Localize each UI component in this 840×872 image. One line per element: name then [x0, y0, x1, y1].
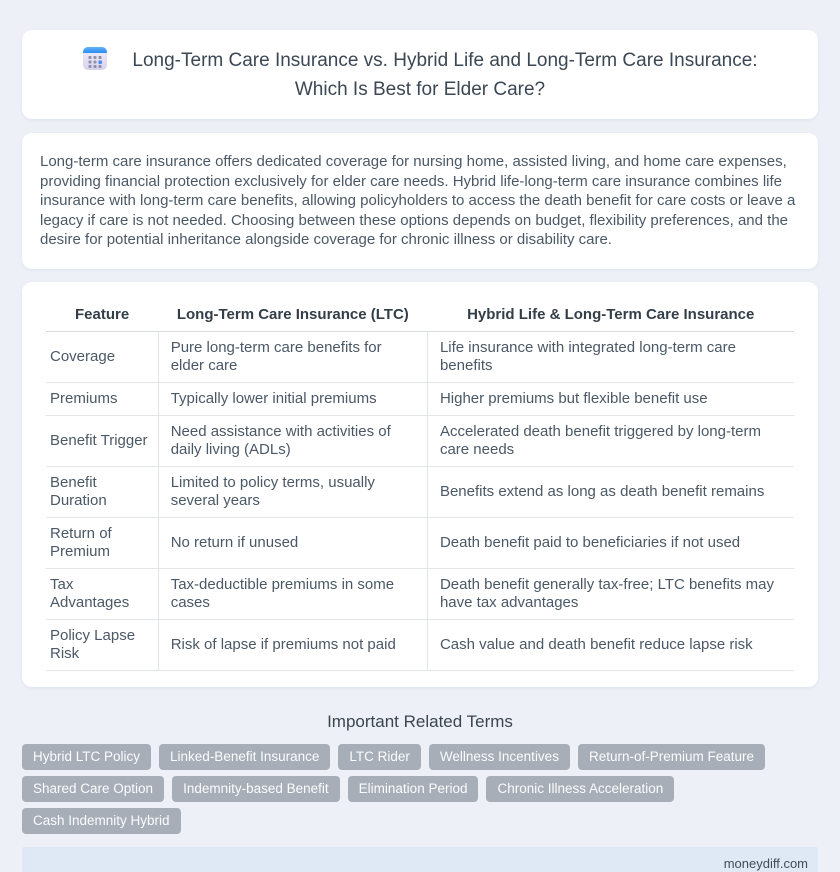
- ltc-cell: Risk of lapse if premiums not paid: [158, 619, 427, 670]
- feature-cell: Premiums: [46, 382, 158, 415]
- related-terms-list: [22, 744, 818, 834]
- table-row: [46, 331, 794, 382]
- table-row: [46, 517, 794, 568]
- feature-cell: Coverage: [46, 331, 158, 382]
- calendar-icon: [82, 45, 108, 71]
- table-row: [46, 466, 794, 517]
- table-header-row: [46, 304, 794, 332]
- column-header-feature: Feature: [46, 304, 158, 332]
- term-tag[interactable]: LTC Rider: [338, 744, 421, 770]
- table-row: [46, 415, 794, 466]
- summary-card: [22, 133, 818, 269]
- hybrid-cell: Cash value and death benefit reduce lapse risk: [427, 619, 794, 670]
- term-tag[interactable]: Hybrid LTC Policy: [22, 744, 151, 770]
- hybrid-cell: Accelerated death benefit triggered by long-term care needs: [427, 415, 794, 466]
- site-name: moneydiff.com: [723, 856, 808, 871]
- table-row: [46, 568, 794, 619]
- hybrid-cell: Death benefit generally tax-free; LTC benefits may have tax advantages: [427, 568, 794, 619]
- ltc-cell: No return if unused: [158, 517, 427, 568]
- related-terms-heading: Important Related Terms: [327, 711, 513, 731]
- title-card: [22, 30, 818, 119]
- footer-bar: [22, 847, 818, 872]
- comparison-table: [46, 304, 794, 671]
- table-row: [46, 382, 794, 415]
- hybrid-cell: Benefits extend as long as death benefit remains: [427, 466, 794, 517]
- feature-cell: Return of Premium: [46, 517, 158, 568]
- column-header-ltc: Long-Term Care Insurance (LTC): [158, 304, 427, 332]
- table-row: [46, 619, 794, 670]
- summary-paragraph: Long-term care insurance offers dedicated coverage for nursing home, assisted living, and home care expenses, providing financial protection exclusively for elder care needs. Hybrid life-long-term care insurance combines life insurance with long-term care benefits, allowing policyholders to access the death benefit for care costs or leave a legacy if care is not needed. Choosing between these options depends on budget, flexibility preferences, and the desire for potential inheritance alongside coverage for chronic illness or disability care.: [40, 153, 796, 248]
- feature-cell: Benefit Trigger: [46, 415, 158, 466]
- page-title: Long-Term Care Insurance vs. Hybrid Life and Long-Term Care Insurance: Which Is Best for Elder Care?: [132, 50, 758, 100]
- term-tag[interactable]: Return-of-Premium Feature: [578, 744, 765, 770]
- feature-cell: Benefit Duration: [46, 466, 158, 517]
- term-tag[interactable]: Wellness Incentives: [429, 744, 570, 770]
- term-tag[interactable]: Linked-Benefit Insurance: [159, 744, 330, 770]
- comparison-table-card: [22, 282, 818, 687]
- hybrid-cell: Life insurance with integrated long-term care benefits: [427, 331, 794, 382]
- feature-cell: Policy Lapse Risk: [46, 619, 158, 670]
- ltc-cell: Limited to policy terms, usually several years: [158, 466, 427, 517]
- term-tag[interactable]: Elimination Period: [348, 776, 479, 802]
- column-header-hybrid: Hybrid Life & Long-Term Care Insurance: [427, 304, 794, 332]
- ltc-cell: Pure long-term care benefits for elder care: [158, 331, 427, 382]
- term-tag[interactable]: Cash Indemnity Hybrid: [22, 808, 181, 834]
- feature-cell: Tax Advantages: [46, 568, 158, 619]
- ltc-cell: Typically lower initial premiums: [158, 382, 427, 415]
- hybrid-cell: Death benefit paid to beneficiaries if not used: [427, 517, 794, 568]
- term-tag[interactable]: Shared Care Option: [22, 776, 164, 802]
- term-tag[interactable]: Indemnity-based Benefit: [172, 776, 340, 802]
- ltc-cell: Tax-deductible premiums in some cases: [158, 568, 427, 619]
- hybrid-cell: Higher premiums but flexible benefit use: [427, 382, 794, 415]
- term-tag[interactable]: Chronic Illness Acceleration: [486, 776, 674, 802]
- ltc-cell: Need assistance with activities of daily living (ADLs): [158, 415, 427, 466]
